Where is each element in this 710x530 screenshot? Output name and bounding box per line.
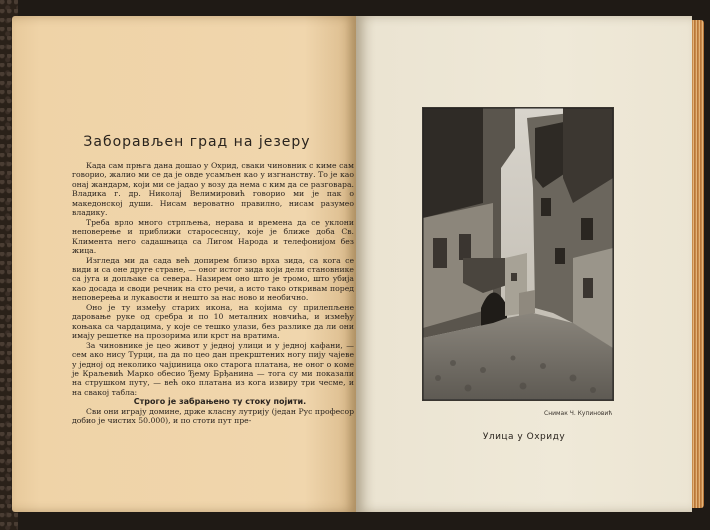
left-page bbox=[12, 16, 356, 512]
paragraph: Оно је ту између старих икона, на којима су прилепљене даровање руке од сребра и по 10 металних новчића, и између коњака са чардацима, у које се тешко улази, без разлике да ли они имају решетке на прозорима или крст на вратима. bbox=[72, 302, 354, 341]
photo-caption: Улица у Охриду bbox=[482, 432, 566, 442]
paragraph: Треба врло много стрпљења, нерава и времена да се уклони неповерење и приближи старосеснцу, које је ближе доба Св. Климента него садашњица са Лигом Народа и телефонијом без жица. bbox=[72, 217, 354, 256]
open-book bbox=[12, 16, 702, 512]
paragraph: Сви они играју домине, држе класну лутрију (један Рус професор добио је чистих 50.000), и по стоти пут пре- bbox=[72, 406, 354, 426]
paragraph: Када сам прњга дана дошао у Охрид, сваки чиновник с киме сам говорио, жалио ми се да је овде усамљен као у изгнанству. То је као онај жандарм, који ми се јадао у возу да нема с ким да се разговара. Владика г. др. Николај Велимировић говорио ми је пак о македонској души. Нисам вероватно правилно, нисам разумео владику. bbox=[72, 161, 354, 218]
page-edges bbox=[692, 20, 704, 508]
sign-heading: Строго је забрањено ту стоку појити. bbox=[133, 397, 307, 407]
street-photo-image bbox=[423, 108, 613, 400]
paragraph: Изгледа ми да сада већ допирем близо врха зида, са кога се види и са оне друге стране, — оног истог зида који дели становнике са југа и допљаке са севера. Назирем оно што је тромо, што убија као досада и своди речник на сто речи, а исто тако откривам поред неповерења и лукавости и нешто за нас ново и необично. bbox=[72, 255, 354, 303]
right-page bbox=[356, 16, 692, 512]
chapter-title: Заборављен град на језеру bbox=[83, 134, 311, 150]
body-text bbox=[72, 161, 354, 426]
photo-credit: Снимак Ч. Купиновић bbox=[544, 410, 613, 417]
paragraph: За чиновнике је цео живот у једној улици и у једној кафани, — сем ако нису Турци, па да по цео дан прекрштених ногу пију чајеве у једној од неколико чајџиница око старога платана, не оног о коме је Краљевић Марко обесио Ђему Брђанина — тога су ми показали на струшком путу, — већ око платана из кога извиру три чесме, и на свакој табла: bbox=[72, 340, 354, 397]
street-photo bbox=[422, 107, 614, 401]
